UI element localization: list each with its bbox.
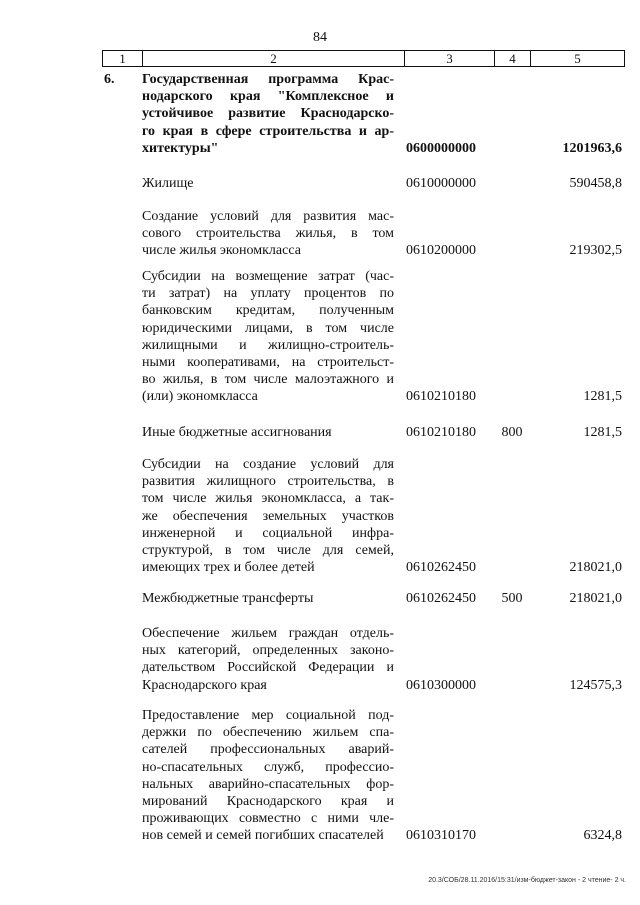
description-line: дательством Российской Федерации и bbox=[142, 660, 394, 676]
amount: 218021,0 bbox=[569, 560, 622, 576]
target-article-code: 0610200000 bbox=[406, 243, 476, 259]
description-line: Создание условий для развития мас- bbox=[142, 209, 394, 224]
target-article-code: 0610300000 bbox=[406, 677, 476, 693]
description-line: числе жилья экономкласса bbox=[142, 243, 301, 259]
amount: 219302,5 bbox=[569, 243, 622, 259]
row-description bbox=[142, 424, 394, 441]
row-description bbox=[142, 590, 394, 607]
description-line: Государственная программа Крас- bbox=[142, 72, 394, 87]
column-header-4: 4 bbox=[495, 51, 531, 67]
description-line: Межбюджетные трансферты bbox=[142, 591, 314, 606]
description-line: во жилья, в том числе малоэтажного и bbox=[142, 372, 394, 388]
amount: 124575,3 bbox=[569, 677, 622, 693]
description-line: инженерной и социальной инфра- bbox=[142, 525, 394, 541]
amount: 1281,5 bbox=[583, 425, 622, 440]
description-line: жилищными и жилищно-строитель- bbox=[142, 337, 394, 353]
description-line: сового строительства жилья, в том bbox=[142, 226, 394, 242]
column-header-5: 5 bbox=[531, 51, 625, 67]
amount: 218021,0 bbox=[569, 591, 622, 606]
description-line: но-спасательных служб, профессио- bbox=[142, 759, 394, 775]
description-line: банковским кредитам, полученным bbox=[142, 303, 394, 319]
description-line: Субсидии на возмещение затрат (час- bbox=[142, 269, 394, 284]
description-line: сателей профессиональных аварий- bbox=[142, 742, 394, 758]
description-line: том числе жилья экономкласса, а так- bbox=[142, 491, 394, 507]
expense-type-code: 500 bbox=[501, 591, 523, 606]
description-line: проживающих совместно с ними чле- bbox=[142, 811, 394, 827]
description-line: нальных аварийно-спасательных фор- bbox=[142, 776, 394, 792]
document-footer: 20.3/СОБ/28.11.2016/15:31/изм-бюджет-закон - 2 чтение- 2 ч. bbox=[428, 877, 626, 884]
column-header-2: 2 bbox=[143, 51, 405, 67]
description-line: Краснодарского края bbox=[142, 677, 267, 693]
description-line: Субсидии на создание условий для bbox=[142, 457, 394, 472]
description-line: (или) экономкласса bbox=[142, 389, 258, 405]
row-description bbox=[142, 175, 394, 192]
target-article-code: 0610310170 bbox=[406, 828, 476, 844]
row-number: 6. bbox=[104, 72, 115, 87]
row-description bbox=[142, 71, 394, 157]
target-article-code: 0610210180 bbox=[406, 389, 476, 405]
description-line: держки по обеспечению жильем спа- bbox=[142, 725, 394, 741]
description-line: развития жилищного строительства, в bbox=[142, 474, 394, 490]
description-line: нодарского края "Комплексное и bbox=[142, 89, 394, 105]
description-line: мирований Краснодарского края и bbox=[142, 794, 394, 810]
description-line: Жилище bbox=[142, 176, 194, 191]
description-line: структурой, в том числе для семей, bbox=[142, 543, 394, 559]
target-article-code: 0610210180 bbox=[406, 425, 476, 440]
description-line: Предоставление мер социальной под- bbox=[142, 708, 394, 723]
description-line: ти затрат) на уплату процентов по bbox=[142, 286, 394, 302]
description-line: ных категорий, определенных законо- bbox=[142, 643, 394, 659]
description-line: го края в сфере строительства и ар- bbox=[142, 123, 394, 139]
column-header-1: 1 bbox=[103, 51, 143, 67]
target-article-code: 0610262450 bbox=[406, 560, 476, 576]
description-line: юридическими лицами, в том числе bbox=[142, 320, 394, 336]
amount: 1281,5 bbox=[583, 389, 622, 405]
row-description bbox=[142, 268, 394, 406]
target-article-code: 0610262450 bbox=[406, 591, 476, 606]
description-line: Обеспечение жильем граждан отдель- bbox=[142, 626, 394, 641]
amount: 590458,8 bbox=[569, 176, 622, 191]
row-description bbox=[142, 707, 394, 845]
target-article-code: 0600000000 bbox=[406, 140, 476, 156]
amount: 6324,8 bbox=[583, 828, 622, 844]
description-line: хитектуры" bbox=[142, 140, 219, 156]
description-line: имеющих трех и более детей bbox=[142, 560, 315, 576]
description-line: Иные бюджетные ассигнования bbox=[142, 425, 332, 440]
page-number: 84 bbox=[313, 30, 327, 45]
description-line: ными кооперативами, на строительст- bbox=[142, 355, 394, 371]
row-description bbox=[142, 456, 394, 576]
amount: 1201963,6 bbox=[562, 140, 622, 156]
target-article-code: 0610000000 bbox=[406, 176, 476, 191]
column-header-3: 3 bbox=[405, 51, 495, 67]
row-description bbox=[142, 625, 394, 694]
row-description bbox=[142, 208, 394, 260]
table-header bbox=[102, 50, 625, 67]
expense-type-code: 800 bbox=[501, 425, 523, 440]
description-line: нов семей и семей погибших спасателей bbox=[142, 828, 384, 844]
description-line: устойчивое развитие Краснодарско- bbox=[142, 106, 394, 122]
description-line: же обеспечения земельных участков bbox=[142, 508, 394, 524]
